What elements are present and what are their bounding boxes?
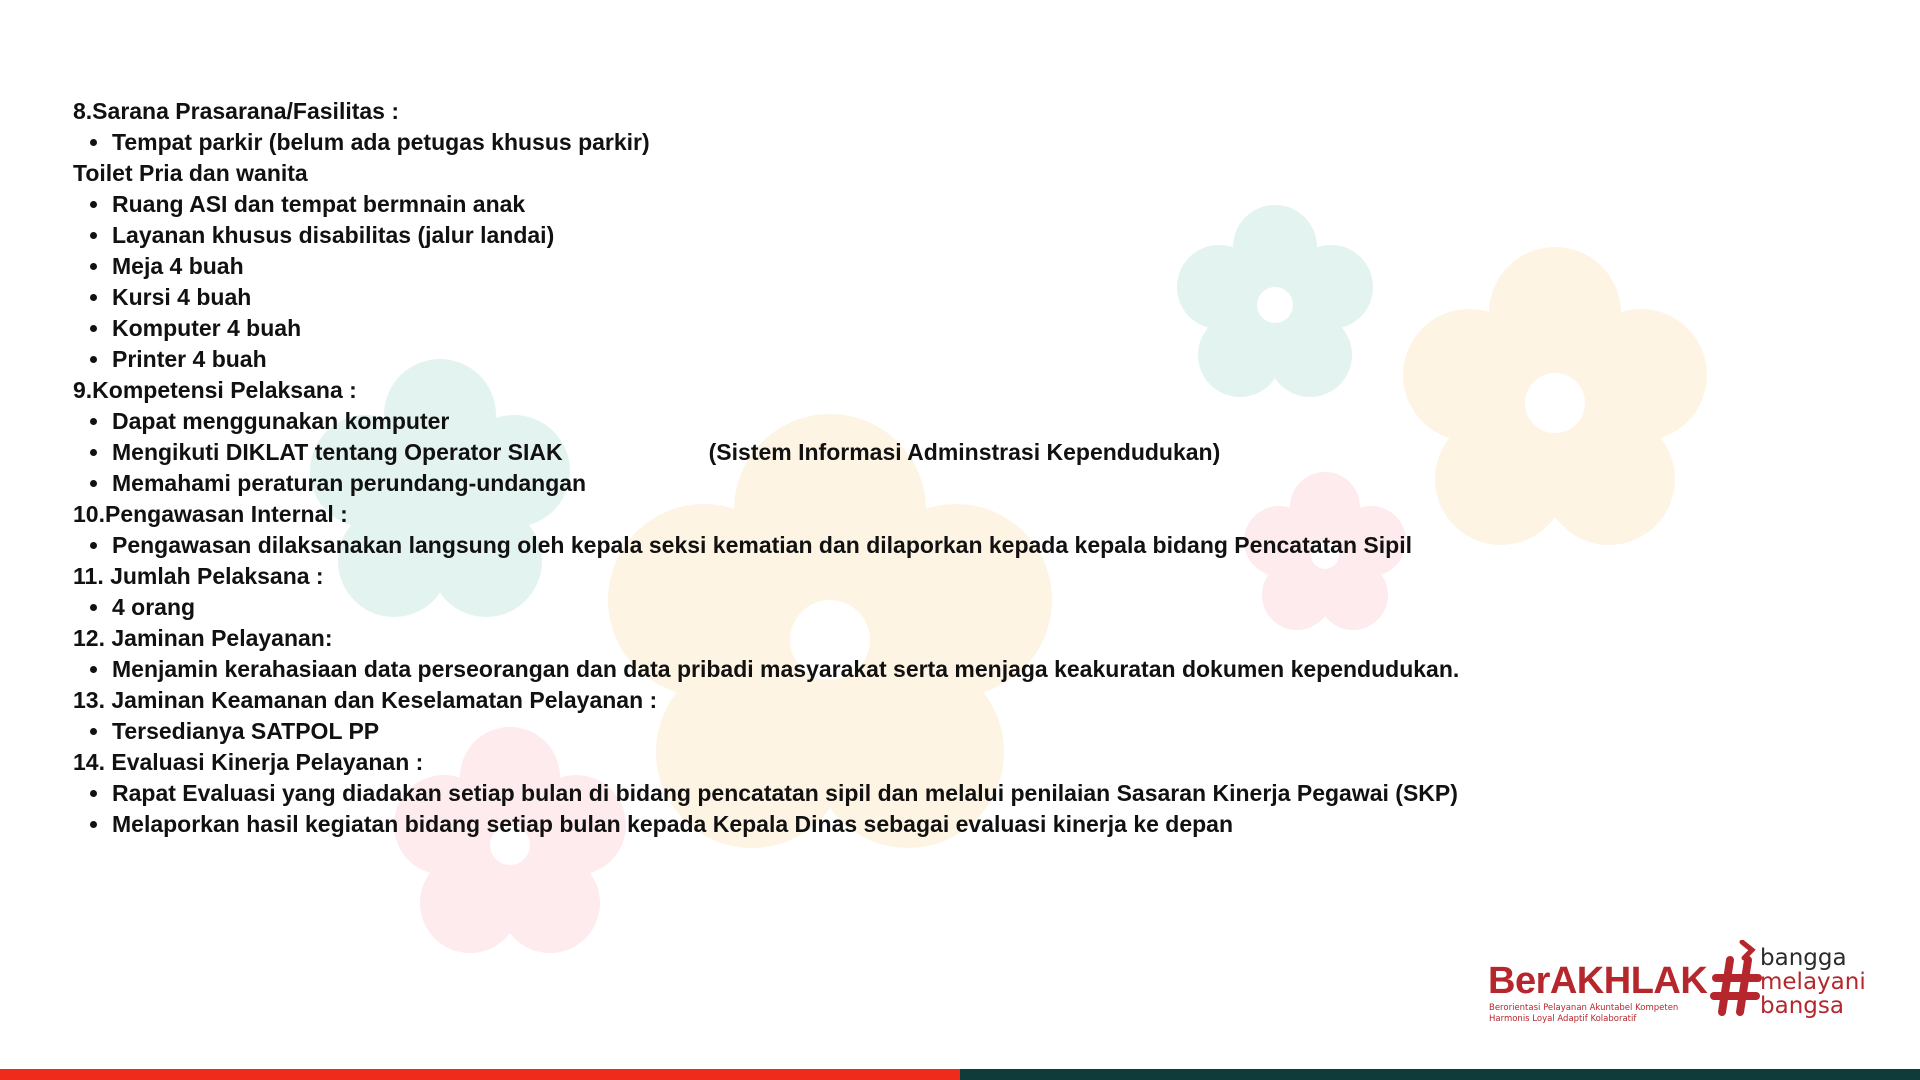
footer-bar-teal: [960, 1069, 1920, 1080]
list-item: Tempat parkir (belum ada petugas khusus parkir): [112, 127, 1853, 158]
list-item: Pengawasan dilaksanakan langsung oleh kepala seksi kematian dan dilaporkan kepada kepala bidang Pencatatan Sipil: [112, 530, 1853, 561]
section-heading: 12. Jaminan Pelayanan:: [73, 625, 333, 651]
section-heading: 14. Evaluasi Kinerja Pelayanan :: [73, 749, 424, 775]
slogan-line: bangsa: [1760, 993, 1844, 1019]
berakhlak-logo: [1488, 940, 1873, 1040]
bullet-list: [73, 127, 1853, 158]
list-item: Tersedianya SATPOL PP: [112, 716, 1853, 747]
list-item: [112, 437, 1853, 468]
list-item: Komputer 4 buah: [112, 313, 1853, 344]
section-heading: 13. Jaminan Keamanan dan Keselamatan Pelayanan :: [73, 687, 658, 713]
footer-bar-red: [0, 1069, 960, 1080]
section-heading: 8.Sarana Prasarana/Fasilitas :: [73, 98, 400, 124]
bullet-list: [73, 716, 1853, 747]
list-item: Menjamin kerahasiaan data perseorangan dan data pribadi masyarakat serta menjaga keakuratan dokumen kependudukan.: [112, 654, 1853, 685]
list-item: Melaporkan hasil kegiatan bidang setiap bulan kepada Kepala Dinas sebagai evaluasi kinerja ke depan: [112, 809, 1853, 840]
list-item: Memahami peraturan perundang-undangan: [112, 468, 1853, 499]
list-item: Printer 4 buah: [112, 344, 1853, 375]
bullet-list: [73, 406, 1853, 499]
section-heading: 11. Jumlah Pelaksana :: [73, 563, 324, 589]
list-item: Rapat Evaluasi yang diadakan setiap bulan di bidang pencatatan sipil dan melalui penilaian Sasaran Kinerja Pegawai (SKP): [112, 778, 1853, 809]
list-item: Kursi 4 buah: [112, 282, 1853, 313]
document-body: [73, 96, 1853, 840]
brand-name: BerAKHLAK: [1488, 960, 1708, 1002]
bullet-list: [73, 654, 1853, 685]
section-heading: Toilet Pria dan wanita: [73, 160, 308, 186]
bullet-list: [73, 189, 1853, 375]
slogan-line: melayani: [1760, 969, 1866, 995]
hashtag-icon: [1710, 940, 1764, 1018]
section-heading: 10.Pengawasan Internal :: [73, 501, 348, 527]
section-heading: 9.Kompetensi Pelaksana :: [73, 377, 357, 403]
brand-tagline: Berorientasi Pelayanan Akuntabel Kompeten Harmonis Loyal Adaptif Kolaboratif: [1489, 1003, 1679, 1024]
slogan-line: bangga: [1760, 945, 1847, 971]
list-item: Ruang ASI dan tempat bermnain anak: [112, 189, 1853, 220]
list-item: 4 orang: [112, 592, 1853, 623]
list-item: Meja 4 buah: [112, 251, 1853, 282]
bullet-list: [73, 530, 1853, 561]
list-item: Layanan khusus disabilitas (jalur landai): [112, 220, 1853, 251]
list-item-note: (Sistem Informasi Adminstrasi Kependudukan): [708, 439, 1221, 465]
list-item-text: Mengikuti DIKLAT tentang Operator SIAK: [112, 439, 563, 465]
list-item: Dapat menggunakan komputer: [112, 406, 1853, 437]
bullet-list: [73, 778, 1853, 840]
slogan: [1760, 946, 1866, 1018]
bullet-list: [73, 592, 1853, 623]
